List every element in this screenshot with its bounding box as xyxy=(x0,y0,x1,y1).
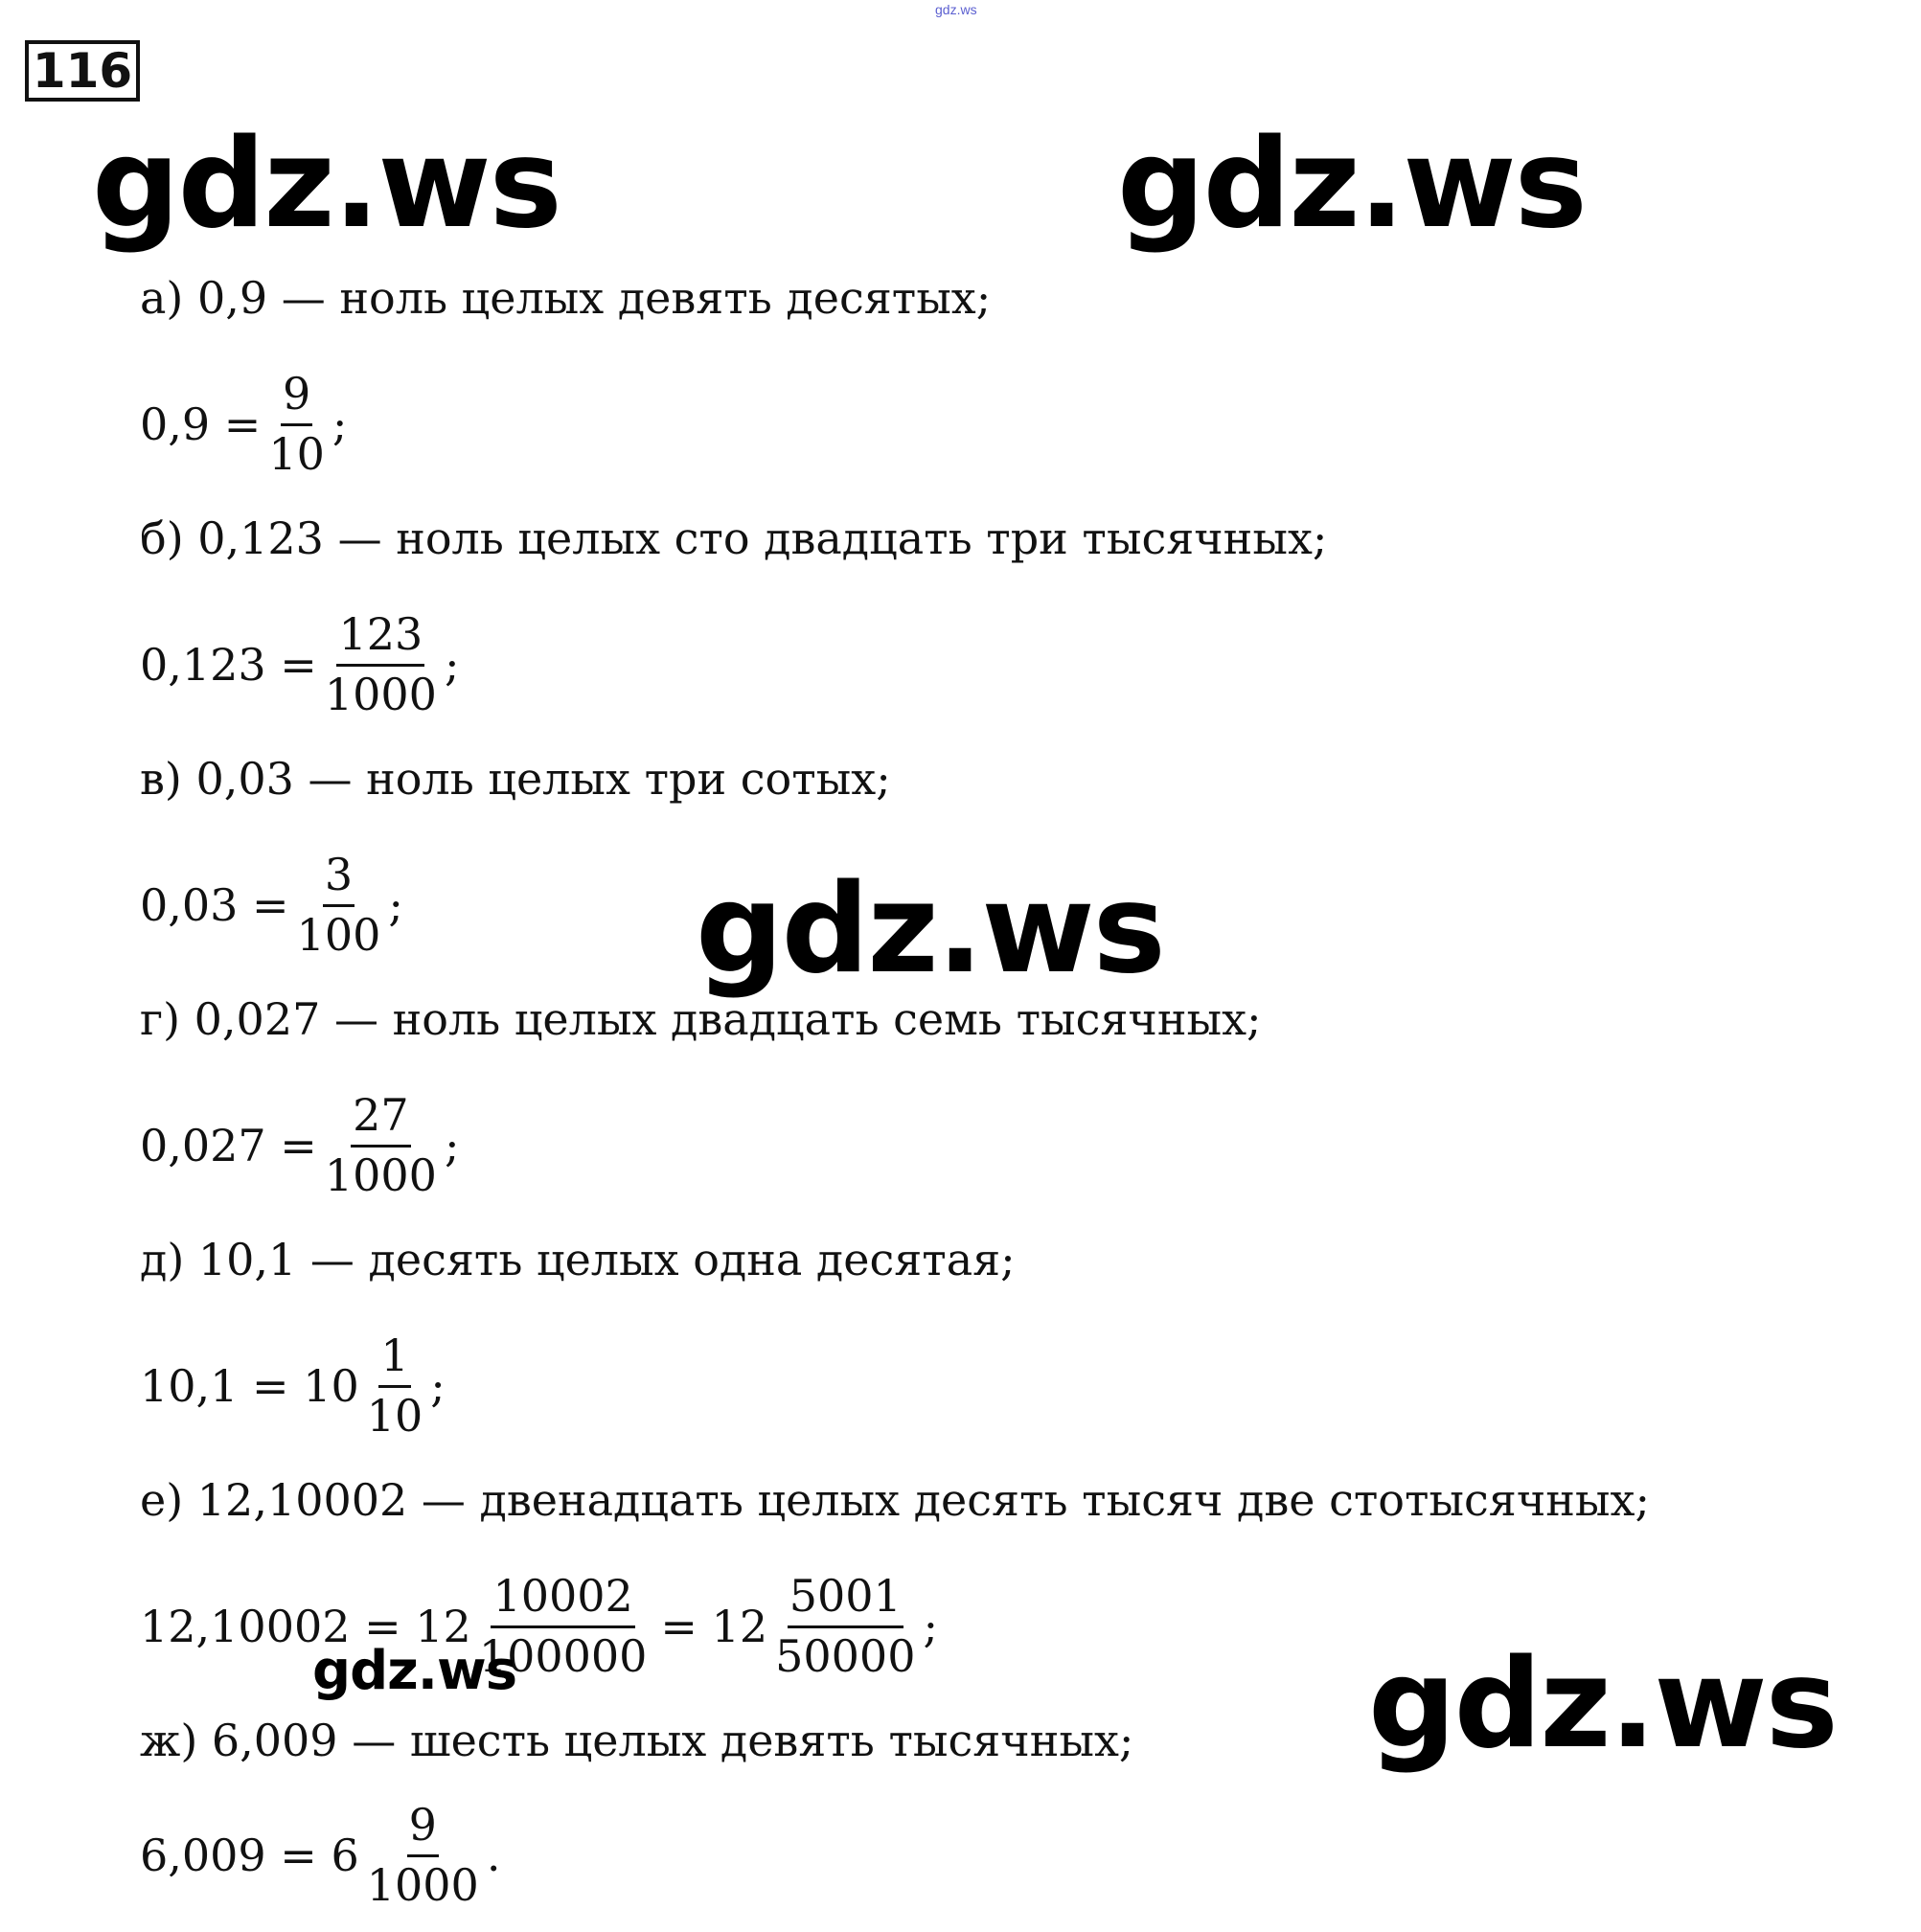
equation-end: . xyxy=(486,1830,501,1881)
equation-end: ; xyxy=(332,398,348,450)
numerator: 9 xyxy=(407,1801,439,1857)
equation-end: ; xyxy=(388,879,403,931)
equation-end: ; xyxy=(430,1360,446,1412)
fraction xyxy=(323,607,439,720)
item-e-text: е) 12,10002 — двенадцать целых десять тысяч две стотысячных; xyxy=(140,1474,1650,1526)
denominator: 50000 xyxy=(775,1629,916,1682)
equation-lhs: 0,027 = xyxy=(140,1120,317,1171)
fraction xyxy=(295,848,383,961)
equation-end: ; xyxy=(444,1120,460,1171)
item-v-equation xyxy=(140,833,403,977)
numerator: 27 xyxy=(351,1091,411,1148)
item-g-text: г) 0,027 — ноль целых двадцать семь тысячных; xyxy=(140,993,1262,1045)
fraction xyxy=(266,367,327,480)
numerator: 3 xyxy=(323,851,354,907)
watermark: gdz.ws xyxy=(1368,1633,1837,1776)
equation-end: ; xyxy=(923,1601,938,1652)
item-d-text: д) 10,1 — десять целых одна десятая; xyxy=(140,1234,1016,1285)
equation-lhs: 0,123 = xyxy=(140,639,317,691)
fraction-simplified xyxy=(773,1569,917,1682)
item-b-equation xyxy=(140,593,459,737)
numerator: 123 xyxy=(336,610,424,667)
numerator: 10002 xyxy=(491,1572,634,1628)
watermark: gdz.ws xyxy=(1117,113,1586,256)
item-e-equation xyxy=(140,1555,938,1698)
denominator: 1000 xyxy=(324,668,437,720)
fraction xyxy=(323,1088,439,1201)
item-g-equation xyxy=(140,1074,459,1217)
numerator: 1 xyxy=(378,1331,410,1388)
item-d-equation xyxy=(140,1314,446,1458)
task-number: 116 xyxy=(25,40,140,102)
denominator: 10 xyxy=(268,427,325,480)
item-a-equation xyxy=(140,352,347,496)
denominator: 10 xyxy=(366,1389,423,1442)
item-a-text: а) 0,9 — ноль целых девять десятых; xyxy=(140,272,992,324)
equation-lhs: 0,9 = xyxy=(140,398,262,450)
watermark: gdz.ws xyxy=(92,113,560,256)
fraction xyxy=(365,1331,425,1441)
denominator: 1000 xyxy=(366,1858,479,1911)
item-b-text: б) 0,123 — ноль целых сто двадцать три тысячных; xyxy=(140,512,1328,564)
equation-middle: = 12 xyxy=(660,1601,768,1652)
fraction xyxy=(365,1798,481,1911)
top-watermark: gdz.ws xyxy=(935,2,977,17)
equation-end: ; xyxy=(444,639,460,691)
item-zh-text: ж) 6,009 — шесть целых девять тысячных; xyxy=(140,1715,1134,1766)
watermark: gdz.ws xyxy=(312,1640,517,1702)
denominator: 1000 xyxy=(324,1148,437,1201)
denominator: 100000 xyxy=(478,1629,648,1682)
item-zh-equation xyxy=(140,1784,500,1927)
watermark: gdz.ws xyxy=(696,858,1164,1001)
equation-lhs: 12,10002 = 12 xyxy=(140,1601,471,1652)
numerator: 9 xyxy=(281,370,312,426)
denominator: 100 xyxy=(296,908,381,961)
equation-lhs: 0,03 = xyxy=(140,879,289,931)
equation-lhs: 6,009 = 6 xyxy=(140,1830,359,1881)
equation-lhs: 10,1 = 10 xyxy=(140,1360,359,1412)
item-v-text: в) 0,03 — ноль целых три сотых; xyxy=(140,753,891,805)
numerator: 5001 xyxy=(788,1572,903,1628)
